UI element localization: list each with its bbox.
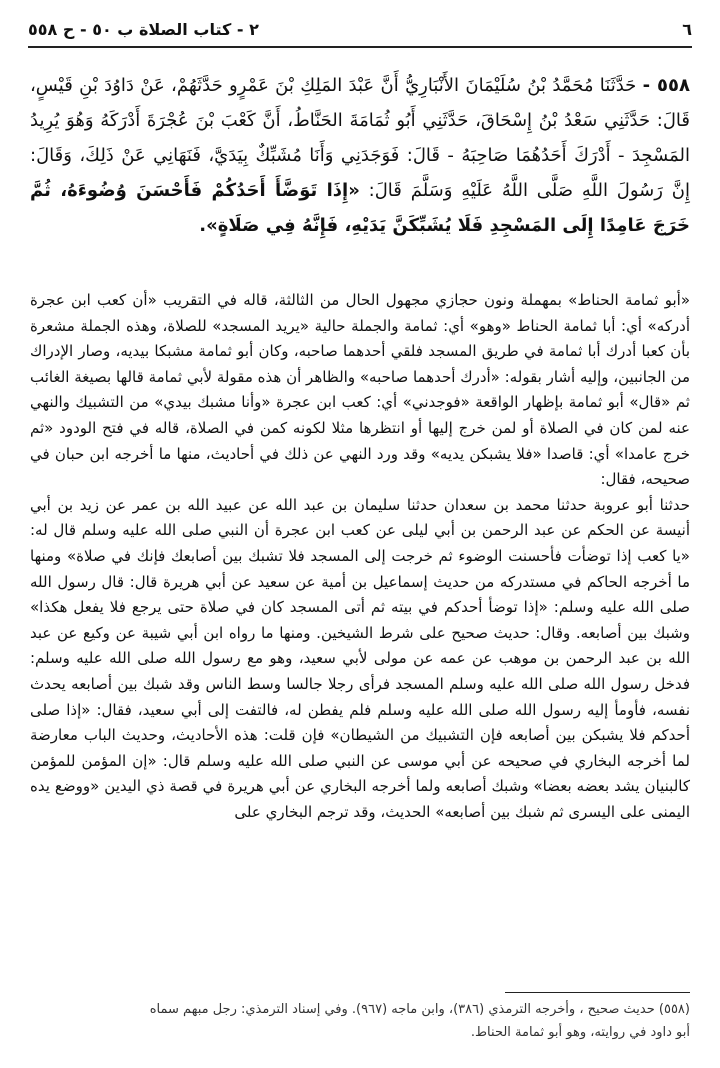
page-number: ٦ bbox=[682, 19, 692, 39]
commentary-paragraph-2: حدثنا أبو عروبة حدثنا محمد بن سعدان حدثنا سليمان بن عبد الله عن عبيد الله بن عمر عن زيد بن أبي أنيسة عن الحكم عن عبد الرحمن بن أبي ليلى عن كعب ابن عجرة أن النبي صلى الله عليه وسلم قال له: «يا كعب إذا توضأت فأحسنت الوضوء ثم خرجت إلى المسجد فلا تشبك بين أصابعك فإنك في صلاة» ومنها ما أخرجه الحاكم في مستدركه من حديث إسماعيل بن أمية عن سعيد عن أبي هريرة قال: قال رسول الله صلى الله عليه وسلم: «إذا توضأ أحدكم في بيته ثم أتى المسجد كان في صلاة حتى يرجع فلا يفعل هكذا» وشبك بين أصابعه. وقال: حديث صحيح على شرط الشيخين. ومنها ما رواه ابن أبي شيبة عن وكيع عن عبد الله بن عبد الرحمن بن موهب عن عمه عن مولى لأبي سعيد، وهو مع رسول الله صلى الله عليه وسلم: فدخل رسول الله صلى الله عليه وسلم المسجد فرأى رجلا جالسا وسط الناس وقد شبك بين أصابعه يحدث نفسه، فأومأ إليه رسول الله صلى الله عليه وسلم فلم يفطن له، فالتفت إلى أبي سعيد، فقال: «إذا صلى أحدكم فلا يشبكن بين أصابعه فإن التشبيك من الشيطان» فإن قلت: هذه الأحاديث، وحديث الباب معارضة لما أخرجه البخاري في صحيحه عن أبي موسى عن النبي صلى الله عليه وسلم قال: «إن المؤمن للمؤمن كالبنيان يشد بعضه بعضا» وشبك أصابعه ولما أخرجه البخاري عن أبي هريرة في قصة ذي اليدين «ووضع يده اليمنى على اليسرى ثم شبك بين أصابعه» الحديث، وقد ترجم البخاري على bbox=[30, 495, 690, 821]
hadith-matn: «إِذَا تَوَضَّأَ أَحَدُكُمْ فَأَحْسَنَ وُضُوءَهُ، ثُمَّ خَرَجَ عَامِدًا إِلَى المَسْجِدِ فَلَا يُشَبِّكَنَّ يَدَيْهِ، فَإِنَّهُ فِي صَلَاةٍ». bbox=[30, 180, 690, 236]
hadith-number: ٥٥٨ - bbox=[642, 75, 690, 96]
hadith-isnad: حَدَّثَنَا مُحَمَّدُ بْنُ سُلَيْمَانَ الأَنْبَارِيُّ أَنَّ عَبْدَ المَلِكِ بْنَ عَمْرٍو حَدَّثَهُمْ، عَنْ دَاوُدَ بْنِ قَيْسٍ، قَالَ: حَدَّثَنِي سَعْدُ بْنُ إِسْحَاقَ، حَدَّثَنِي أَبُو ثُمَامَةَ الحَنَّاطُ، أَنَّ كَعْبَ بْنَ عُجْرَةَ أَدْرَكَهُ وَهُوَ يُرِيدُ المَسْجِدَ - أَدْرَكَ أَحَدُهُمَا صَاحِبَهُ - قَالَ: فَوَجَدَنِي وَأَنَا مُشَبِّكٌ بِيَدَيَّ، فَنَهَانِي عَنْ ذَلِكَ، وَقَالَ: إِنَّ رَسُولَ اللَّهِ صَلَّى اللَّهُ عَلَيْهِ وَسَلَّمَ قَالَ: bbox=[30, 75, 690, 201]
footnote-line-2: أبو داود في روايته، وهو أبو ثمامة الحناط. bbox=[470, 1025, 690, 1040]
page-header bbox=[28, 16, 692, 42]
hadith-text bbox=[30, 68, 690, 243]
footnote-divider bbox=[505, 992, 690, 993]
running-title: ٢ - كتاب الصلاة ب ٥٠ - ح ٥٥٨ bbox=[28, 19, 259, 39]
commentary bbox=[30, 288, 690, 825]
footnote-line-1: (٥٥٨) حديث صحيح ، وأخرجه الترمذي (٣٨٦)، وابن ماجه (٩٦٧). وفي إسناد الترمذي: رجل مبهم سماه bbox=[149, 1002, 690, 1017]
footnote bbox=[30, 998, 690, 1044]
header-divider bbox=[28, 46, 692, 48]
commentary-paragraph-1: «أبو ثمامة الحناط» بمهملة ونون حجازي مجهول الحال من الثالثة، قاله في التقريب «أن كعب ابن عجرة أدركه» أي: أبا ثمامة الحناط «وهو» أي: ثمامة والجملة حالية «يريد المسجد» للصلاة، وهذه الجملة مشعرة بأن كعبا أدرك أبا ثمامة في طريق المسجد فلقي أحدهما صاحبه، وكان أبو ثمامة مشبكا بيديه، وصار الإدراك من الجانبين، وإليه أشار بقوله: «أدرك أحدهما صاحبه» والظاهر أن هذه مقولة لأبي ثمامة قالها بصيغة الغائب ثم «قال» أبو ثمامة بإظهار الواقعة «فوجدني» أي: كعب ابن عجرة «وأنا مشبك بيدي» من التشبيك والنهي عنه لمن كان في الصلاة أو لمن خرج إليها أو انتظرها مثلا لكونه كمن في الصلاة، قاله في فتح الودود «ثم خرج عامدا» أي: قاصدا «فلا يشبكن يديه» وقد ورد النهي عن ذلك في أحاديث، منها ما أخرجه ابن حبان في صحيحه، فقال: bbox=[30, 291, 690, 489]
